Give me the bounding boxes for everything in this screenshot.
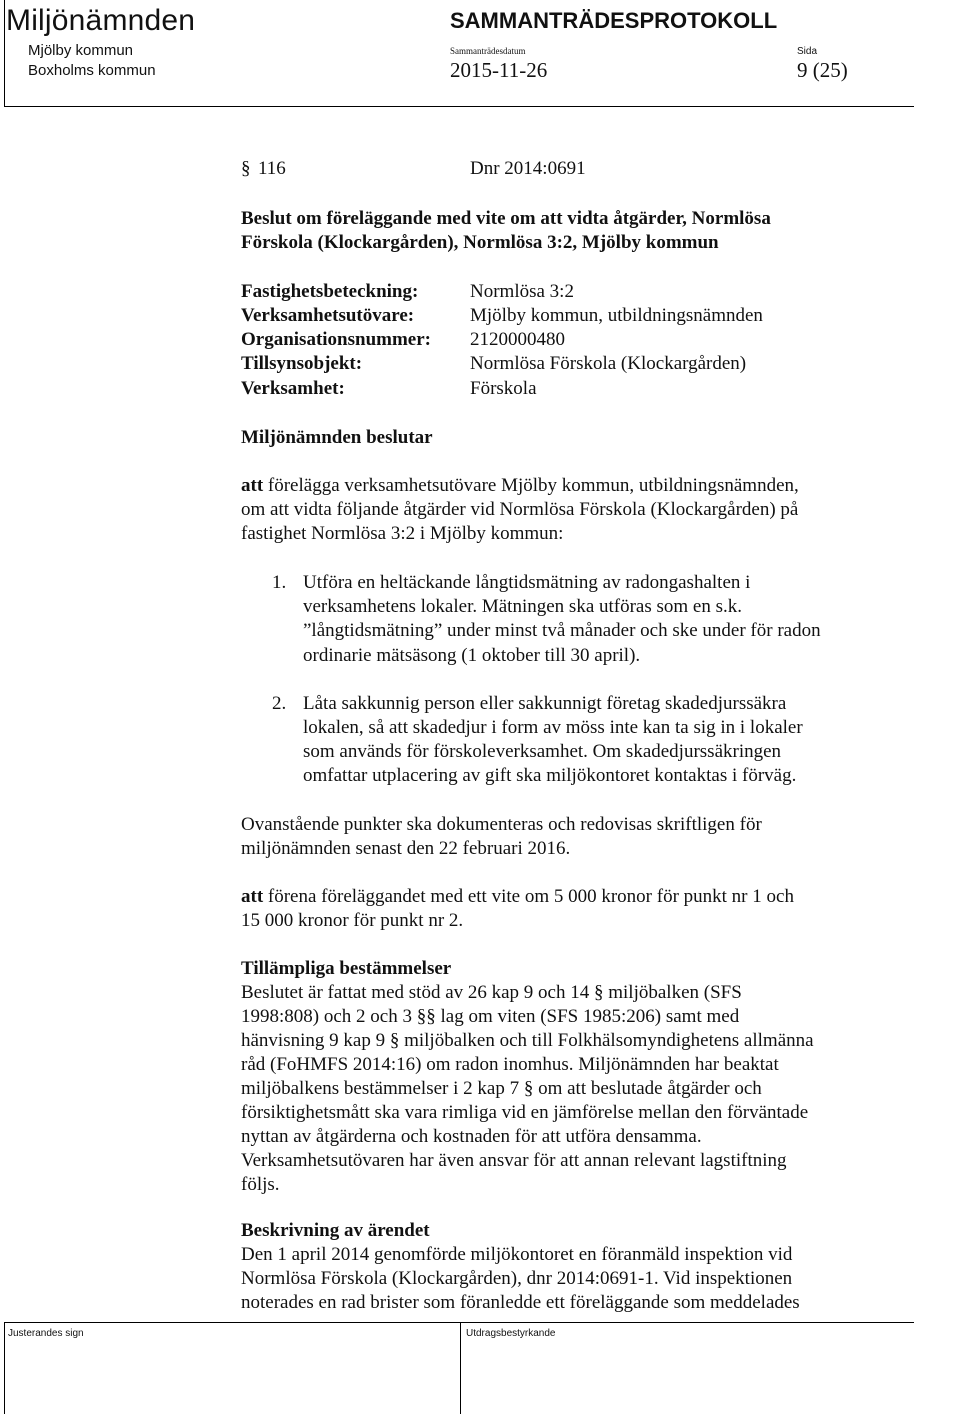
decision-heading: Miljönämnden beslutar — [241, 427, 433, 448]
provisions-heading: Tillämpliga bestämmelser — [241, 958, 452, 979]
provisions-text: om att beslutade åtgärder och — [533, 1078, 762, 1099]
case-dnr: Dnr 2014:0691 — [470, 158, 586, 179]
decision-intro-line-1 — [241, 475, 799, 497]
fact-label: Fastighetsbeteckning: — [241, 281, 419, 302]
item-1-number: 1. — [272, 572, 287, 593]
provisions-text: Beslutet är fattat med stöd av 26 kap 9 och 14 — [241, 982, 594, 1003]
provisions-text: miljöbalken och till Folkhälsomyndighetens allmänna — [399, 1030, 814, 1051]
item-2-line-1: Låta sakkunnig person eller sakkunnigt företag skadedjurssäkra — [303, 693, 787, 714]
decision-intro-line-2: om att vidta följande åtgärder vid Normlösa Förskola (Klockargården) på — [241, 499, 799, 520]
item-1-line-2: verksamhetens lokaler. Mätningen ska utföras som en s.k. — [303, 596, 743, 617]
provisions-text: hänvisning 9 kap 9 — [241, 1030, 390, 1051]
section-symbol: § — [594, 982, 604, 1003]
att-keyword: att — [241, 886, 264, 907]
header-divider — [4, 106, 914, 107]
fine-text: förena föreläggandet med ett vite om 5 000 kronor för punkt nr 1 och — [263, 886, 794, 907]
section-symbol: §§ — [416, 1006, 436, 1027]
decision-intro-line-3: fastighet Normlösa 3:2 i Mjölby kommun: — [241, 523, 564, 544]
report-line-1: Ovanstående punkter ska dokumenteras och redovisas skriftligen för — [241, 814, 762, 835]
description-line-2: Normlösa Förskola (Klockargården), dnr 2014:0691-1. Vid inspektionen — [241, 1268, 793, 1289]
provisions-line-6: försiktighetsmått ska vara rimliga vid en jämförelse mellan den förväntade — [241, 1102, 809, 1123]
item-1-line-1: Utföra en heltäckande långtidsmätning av radongashalten i — [303, 572, 751, 593]
description-line-1: Den 1 april 2014 genomförde miljökontoret en föranmäld inspektion vid — [241, 1244, 793, 1265]
protocol-title: SAMMANTRÄDESPROTOKOLL — [450, 8, 778, 33]
footer-middle-rule — [460, 1322, 461, 1414]
fact-value: Mjölby kommun, utbildningsnämnden — [470, 305, 763, 326]
fact-label: Tillsynsobjekt: — [241, 353, 363, 374]
fact-value: 2120000480 — [470, 329, 565, 350]
report-line-2: miljönämnden senast den 22 februari 2016. — [241, 838, 571, 859]
provisions-line-3 — [241, 1030, 814, 1052]
item-2-line-3: som används för förskoleverksamhet. Om skadedjurssäkringen — [303, 741, 782, 762]
case-title-line-2: Förskola (Klockargården), Normlösa 3:2, Mjölby kommun — [241, 232, 719, 253]
date-label: Sammanträdesdatum — [450, 46, 526, 56]
provisions-line-2 — [241, 1006, 739, 1028]
description-heading: Beskrivning av ärendet — [241, 1220, 430, 1241]
municipality-1: Mjölby kommun — [28, 42, 134, 59]
item-2-line-4: omfattar utplacering av gift ska miljökontoret kontaktas i förväg. — [303, 765, 797, 786]
fine-line-2: 15 000 kronor för punkt nr 2. — [241, 910, 464, 931]
fact-value: Normlösa 3:2 — [470, 281, 574, 302]
provisions-text: 1998:808) och 2 och 3 — [241, 1006, 417, 1027]
item-2-number: 2. — [272, 693, 287, 714]
item-1-line-3: ”långtidsmätning” under minst två månader och ske under för radon — [303, 620, 821, 641]
header-left-rule — [4, 0, 5, 106]
case-title-line-1: Beslut om föreläggande med vite om att vidta åtgärder, Normlösa — [241, 208, 771, 229]
provisions-line-5 — [241, 1078, 762, 1100]
provisions-line-7: nyttan av åtgärderna och kostnaden för att utföra densamma. — [241, 1126, 702, 1147]
fact-value: Normlösa Förskola (Klockargården) — [470, 353, 747, 374]
section-symbol: § — [389, 1030, 400, 1051]
provisions-line-8: Verksamhetsutövaren har även ansvar för att annan relevant lagstiftning — [241, 1150, 787, 1171]
provisions-text: miljöbalkens bestämmelser i 2 kap 7 — [241, 1078, 524, 1099]
sign-label: Justerandes sign — [8, 1328, 84, 1339]
provisions-text: lag om viten (SFS 1985:206) samt med — [435, 1006, 740, 1027]
provisions-line-9: följs. — [241, 1174, 280, 1195]
footer-left-border — [4, 1322, 5, 1414]
page-number: 9 (25) — [797, 58, 848, 82]
att-keyword: att — [241, 475, 264, 496]
case-number: 116 — [258, 158, 286, 179]
fine-line-1 — [241, 886, 794, 908]
section-symbol: § — [523, 1078, 534, 1099]
page-label: Sida — [797, 46, 818, 57]
provisions-text: miljöbalken (SFS — [603, 982, 742, 1003]
item-1-line-4: ordinarie mätsäsong (1 oktober till 30 april). — [303, 645, 641, 666]
committee-title: Miljönämnden — [6, 4, 196, 37]
fact-label: Verksamhetsutövare: — [241, 305, 415, 326]
description-line-3: noterades en rad brister som föranledde ett föreläggande som meddelades — [241, 1292, 800, 1313]
fact-label: Organisationsnummer: — [241, 329, 431, 350]
footer-divider — [4, 1322, 914, 1323]
section-symbol: § — [241, 158, 251, 179]
provisions-line-1 — [241, 982, 742, 1004]
fact-value: Förskola — [470, 378, 537, 399]
meeting-date: 2015-11-26 — [450, 58, 548, 82]
decision-intro-text: förelägga verksamhetsutövare Mjölby kommun, utbildningsnämnden, — [263, 475, 799, 496]
fact-label: Verksamhet: — [241, 378, 345, 399]
extract-label: Utdragsbestyrkande — [466, 1328, 556, 1339]
item-2-line-2: lokalen, så att skadedjur i form av möss inte kan ta sig in i lokaler — [303, 717, 803, 738]
municipality-2: Boxholms kommun — [28, 62, 156, 79]
provisions-line-4: råd (FoHMFS 2014:16) om radon inomhus. Miljönämnden har beaktat — [241, 1054, 779, 1075]
